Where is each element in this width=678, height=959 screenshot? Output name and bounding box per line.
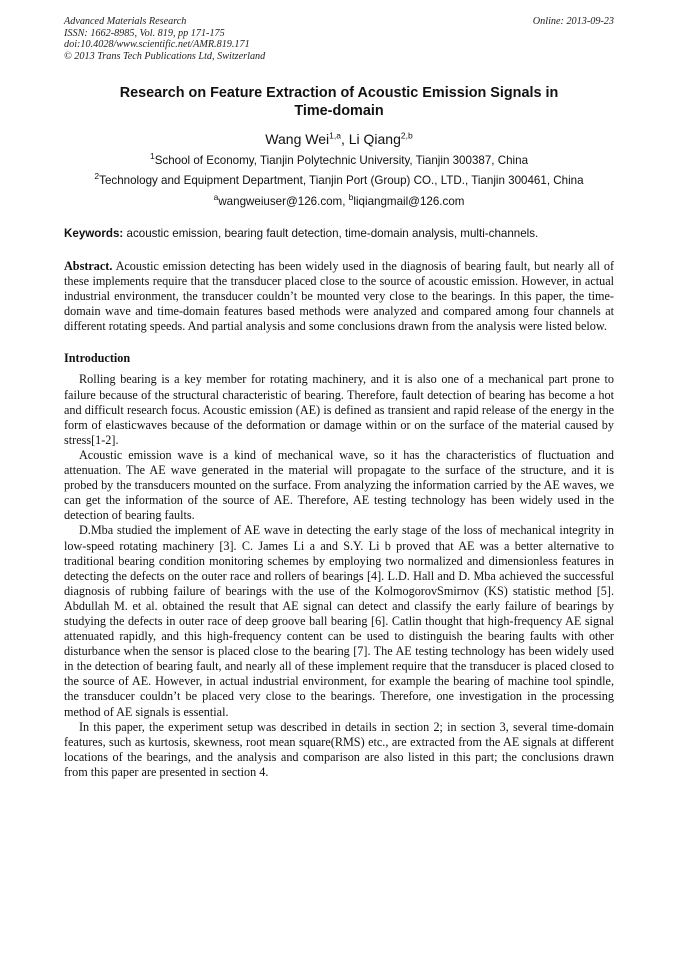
author-2-sup: 2,b: [400, 130, 413, 141]
email-b-sup: b: [348, 192, 354, 203]
keywords-text: acoustic emission, bearing fault detection, time-domain analysis, multi-channels.: [123, 227, 539, 240]
journal-name: Advanced Materials Research: [64, 16, 187, 27]
keywords: [64, 227, 614, 241]
copyright-line: © 2013 Trans Tech Publications Ltd, Switzerland: [64, 50, 266, 62]
author-2: Li Qiang: [348, 131, 401, 147]
issn-line: ISSN: 1662-8985, Vol. 819, pp 171-175: [64, 27, 225, 39]
title-line-1: Research on Feature Extraction of Acoustic Emission Signals in: [119, 85, 559, 101]
intro-paragraph-2: Acoustic emission wave is a kind of mechanical wave, so it has the characteristics of fluctuation and attenuation. The AE wave generated in the material will propagate to the surface of the structure, and it is probed by the transducers mounted on the surface. From analyzing the information carried by the AE waves, we can get the information of the source of AE. Therefore, AE testing technology has been widely used in the detection of bearing faults.: [64, 447, 614, 523]
abstract-label: Abstract.: [64, 259, 113, 273]
intro-paragraph-1: Rolling bearing is a key member for rotating machinery, and it is also one of a mechanical part prone to failure because of the structural characteristic of bearing. Therefore, fault detection of bearing has become a hot and difficult research focus. Acoustic emission (AE) is defined as transient and rapid release of the energy in the form of elasticwaves because of the deformation or damage within or on the surface of the material caused by stress[1-2].: [64, 372, 614, 447]
affiliation-1-sup: 1: [149, 151, 155, 162]
doi-line: doi:10.4028/www.scientific.net/AMR.819.171: [64, 39, 250, 50]
email-a-sup: a: [213, 192, 219, 203]
email-line: [64, 192, 614, 209]
affiliation-2: [64, 171, 614, 188]
paper-title: [64, 84, 614, 120]
abstract: [64, 259, 614, 334]
email-b: liqiangmail@126.com: [353, 195, 465, 208]
author-1-sup: 1,a: [329, 130, 341, 141]
author-separator: ,: [340, 131, 349, 147]
introduction-heading: Introduction: [64, 351, 131, 366]
email-a: wangweiuser@126.com: [218, 195, 343, 208]
affiliation-1-text: School of Economy, Tianjin Polytechnic University, Tianjin 300387, China: [154, 154, 529, 167]
introduction-body: [64, 372, 614, 780]
title-line-2: Time-domain: [294, 103, 384, 119]
online-date: Online: 2013-09-23: [532, 16, 614, 27]
author-1: Wang Wei: [265, 131, 330, 147]
affiliation-2-text: Technology and Equipment Department, Tianjin Port (Group) CO., LTD., Tianjin 300461, China: [99, 174, 584, 187]
affiliation-2-sup: 2: [94, 171, 100, 182]
author-line: [64, 131, 614, 148]
intro-paragraph-4: In this paper, the experiment setup was described in details in section 2; in section 3, several time-domain features, such as kurtosis, skewness, root mean square(RMS) etc., are extracted from the AE signals at different locations of the bearings, and the analysis and comparison are also listed in this part; the conclusions drawn from this paper are presented in section 4.: [64, 719, 614, 779]
keywords-label: Keywords:: [64, 227, 124, 240]
intro-paragraph-3: D.Mba studied the implement of AE wave in detecting the early stage of the loss of mechanical integrity in low-speed rotating machinery [3]. C. James Li a and S.Y. Li b proved that AE was a better alternative to traditional bearing condition monitoring schemes by employing two normalized and dimensionless features in detecting the defects on the outer race and rollers of bearings [4]. L.D. Hall and D. Mba achieved the successful diagnosis of rubbing failure of bearings with the use of the KolmogorovSmirnov (KS) statistic method [5]. Abdullah M. et al. obtained the result that AE signal can detect and classify the early failure of bearings by studying the defects in outer race of deep groove ball bearing [6]. Catlin thought that high-frequency AE signal attenuated rapidly, and this high-frequency content can be used to distinguish the bearing faults with other disturbance when the sensor is placed close to the bearing [7]. The AE testing technology has been widely used in the detection of bearing fault, and nearly all of these implement require that the transducer is placed closed to the source of AE. However, in actual industrial environment, for example the bearing of machine tool spindle, the transducer couldn’t be placed very close to the bearings. Therefore, one investigation in the processing method of AE signals is essential.: [64, 523, 614, 719]
abstract-text: Acoustic emission detecting has been widely used in the diagnosis of bearing fault, but nearly all of these implements require that the transducer placed close to the source of acoustic emission. However, in actual industrial environment, the transducer couldn’t be mounted very close to the bearings. In this paper, the time-domain wave and time-domain features based methods were analyzed and compared among four channels at different rotating speeds. And partial analysis and some conclusions drawn from the analysis were listed below.: [64, 259, 614, 334]
email-separator: ,: [342, 195, 349, 208]
affiliation-1: [64, 151, 614, 168]
journal-header: [64, 16, 614, 62]
